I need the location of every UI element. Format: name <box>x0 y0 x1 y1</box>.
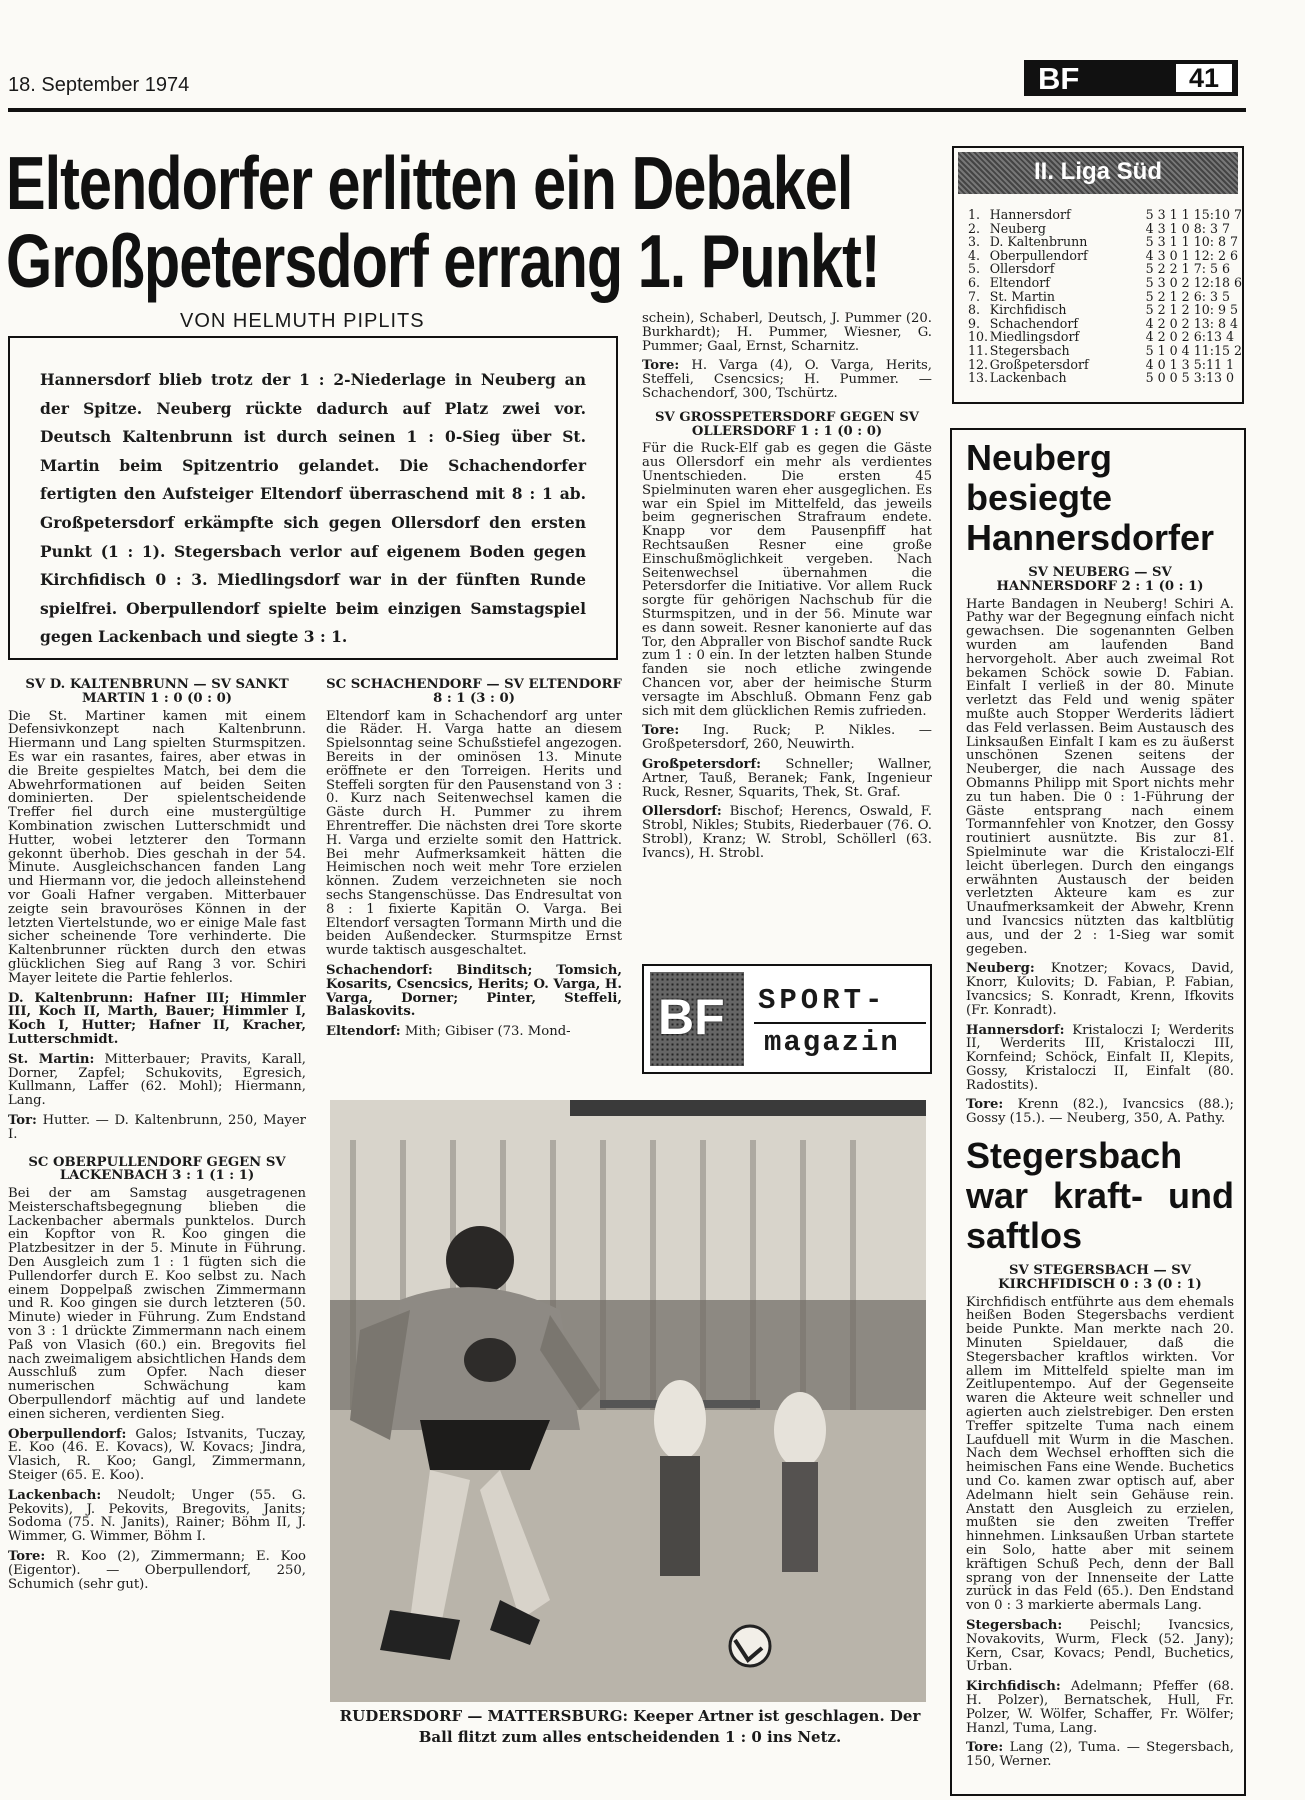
team-lineup: D. Kaltenbrunn: Hafner III; Himmler III, Koch II, Marth, Bauer; Himmler I, Koch I, Hutter; Hafner II, Kracher, Lutterschmidt. <box>8 990 306 1047</box>
league-stats-cell: 4 3 1 0 8: 3 7 <box>1145 220 1230 236</box>
league-table-title: II. Liga Süd <box>1034 158 1163 185</box>
main-headline-line1: Eltendorfer erlitten ein Debakel <box>6 141 853 225</box>
goals-line: Tor: Hutter. — D. Kaltenbrunn, 250, Mayer I. <box>8 1112 306 1142</box>
league-team-cell: Kirchfidisch <box>989 302 1067 318</box>
league-table <box>968 208 1242 385</box>
goals-line: Tore: Lang (2), Tuma. — Stegersbach, 150, Werner. <box>966 1740 1234 1770</box>
team-lineup: Lackenbach: Neudolt; Unger (55. G. Pekovits), J. Pekovits, Bregovits, Janits; Sodoma (75. N. Janits), Rainer; Böhm II, J. Wimmer, G. Wimmer, Böhm I. <box>8 1487 306 1545</box>
sport-magazin-ad <box>642 964 932 1074</box>
main-headline-line2: Großpetersdorf errang 1. Punkt! <box>6 219 880 303</box>
league-team-cell: Miedlingsdorf <box>989 329 1080 345</box>
league-table-row <box>968 235 1242 249</box>
team-lineup: Eltendorf: Mith; Gibiser (73. Mond- <box>326 1024 571 1040</box>
issue-date: 18. September 1974 <box>8 74 190 96</box>
league-team-cell: Großpetersdorf <box>989 356 1089 372</box>
league-table-row <box>968 276 1242 290</box>
league-stats-cell: 5 1 0 4 11:15 2 <box>1145 342 1242 358</box>
intro-text: Hannersdorf blieb trotz der 1 : 2-Niederlage in Neuberg an der Spitze. Neuberg rückte dadurch auf Platz zwei vor. Deutsch Kaltenbrunn ist durch seinen 1 : 0-Sieg über St. Martin beim Spitzentrio gelandet. Die Schachendorfer fertigten den Aufsteiger Eltendorf überraschend mit 8 : 1 ab. Großpetersdorf erkämpfte sich gegen Ollersdorf den ersten Punkt (1 : 1). Stegersbach verlor auf eigenem Boden gegen Kirchfidisch 0 : 3. Miedlingsdorf war in der fünften Runde spielfrei. Oberpullendorf spielte beim einzigen Samstagspiel gegen Lackenbach und siegte 3 : 1. <box>40 370 586 647</box>
team-lineup: St. Martin: Mitterbauer; Pravits, Karall, Dorner, Zapfel; Schukovits, Egresich, Kullmann, Laffer (62. Mohl); Hiermann, Lang. <box>8 1051 306 1109</box>
league-rank-cell: 5. <box>968 261 981 277</box>
article-headline: Stegersbach war kraft- und saftlos <box>966 1135 1234 1257</box>
column-2 <box>326 672 622 1092</box>
right-column <box>966 438 1234 1788</box>
league-stats-cell: 5 0 0 5 3:13 0 <box>1145 370 1234 386</box>
league-rank-cell: 4. <box>968 247 981 263</box>
league-rank-cell: 1. <box>968 207 981 222</box>
league-table-title-bar <box>958 152 1238 194</box>
league-rank-cell: 13. <box>968 370 989 386</box>
team-lineup: Großpetersdorf: Schneller; Wallner, Artner, Tauß, Beranek; Fank, Ingenieur Ruck, Resner, Squarits, Thek, St. Graf. <box>642 756 932 800</box>
column-1 <box>8 672 306 1792</box>
match-photo <box>330 1100 926 1702</box>
league-table-row <box>968 303 1242 317</box>
league-table-row <box>968 330 1242 344</box>
article-body: schein), Schaberl, Deutsch, J. Pummer (20. Burkhardt); H. Pummer, Wiesner, G. Pummer; Gaal, Ernst, Scharnitz. <box>642 312 932 354</box>
league-team-cell: St. Martin <box>989 288 1056 304</box>
league-table-row <box>968 358 1242 372</box>
league-stats-cell: 4 2 0 2 13: 8 4 <box>1145 315 1238 331</box>
article-heading: SV NEUBERG — SV HANNERSDORF 2 : 1 (0 : 1) <box>996 565 1204 594</box>
article-body: Für die Ruck-Elf gab es gegen die Gäste aus Ollersdorf ein mehr als verdientes Unentschieden. Die ersten 45 Spielminuten waren eher ausgeglichen. Es war ein Spiel im Mittelfeld, das jeweils beim gegnerischen Strafraum endete. Knapp vor dem Pausenpfiff hat Rechtsaußen Resner eine große Einschußmöglichkeit vergeben. Nach Seitenwechsel übernahmen die Petersdorfer die Initiative. Vor allem Ruck sorgte für gehörigen Nachschub für die Sturmspitzen, und in der 56. Minute war es dann soweit. Resner kanonierte auf das Tor, den Abpraller von Bischof sandte Ruck zum 1 : 0 ein. In der letzten halben Stunde fanden sie noch etliche zwingende Chancen vor, aber der heimische Sturm versagte im Abschluß. Obmann Fenz gab sich mit dem glücklichen Remis zufrieden. <box>642 441 932 719</box>
goals-line: Tore: Krenn (82.), Ivancsics (88.); Gossy (15.). — Neuberg, 350, A. Pathy. <box>966 1097 1234 1127</box>
article-body: Bei der am Samstag ausgetragenen Meisterschaftsbegegnung blieben die Lackenbacher abermals punktelos. Durch ein Kopftor von R. Koo gingen die Platzbesitzer in der 5. Minute in Führung. Den Ausgleich zum 1 : 1 fügten sich die Pullendorfer durch E. Koo selbst zu. Nach einem Doppelpaß zwischen Zimmermann und R. Koo gingen sie durch letzteren (50. Minute) wieder in Führung. Zum Endstand von 3 : 1 drückte Zimmermann nach einem Paß von Vlasich (60.) ein. Bregovits fiel nach zweimaligem absichtlichen Hands dem Ausschluß zum Opfer. Nach dieser numerischen Schwächung kam Oberpullendorf mächtig auf und landete einen sicheren, verdienten Sieg. <box>8 1186 306 1422</box>
league-stats-cell: 5 2 2 1 7: 5 6 <box>1145 261 1230 277</box>
article-body: Harte Bandagen in Neuberg! Schiri A. Pathy war der Begegnung einfach nicht gewachsen. Die sogenannten Gelben wurden am laufenden Band hervorgeholt. Aber auch zweimal Rot bekamen Schöck sowie D. Fabian. Einfalt I verließ in der 80. Minute verletzt das Feld und wenig später mußte auch Stopper Werderits lädiert das Feld verlassen. Beim Austausch des Linksaußen Einfalt I kam es zu äußerst unschönen Szenen seitens der Neuberger, die nach Aussage des Obmanns Philipp mit Sport nichts mehr zu tun haben. Die 0 : 1-Führung der Gäste entsprang nach einem Tormannfehler von Knotzer, den Gossy routiniert ausnützte. Bis zur 81. Spielminute war die Kristaloczi-Elf leicht überlegen. Durch den eingangs erwähnten Austausch der beiden verletzten Akteure kam es zur Unaufmerksamkeit der Abwehr, Krenn und Ivancsics nützten das kaltblütig aus, und der 2 : 1-Sieg war somit gegeben. <box>966 596 1234 957</box>
league-team-cell: Stegersbach <box>989 342 1070 358</box>
team-lineup: Kirchfidisch: Adelmann; Pfeffer (68. H. Polzer), Bernatschek, Hull, Fr. Polzer, W. Wölfer, Schaffer, Fr. Wölfer; Hanzl, Tuma, Lang. <box>966 1679 1234 1736</box>
league-team-cell: Neuberg <box>989 220 1046 236</box>
brand-logo: BF <box>1038 61 1080 96</box>
article-body: Kirchfidisch entführte aus dem ehemals heißen Boden Stegersbachs verdient beide Punkte. Man merkte nach 20. Minuten Spieldauer, daß die Stegersbacher kraftlos wirkten. Vor allem im Mittelfeld spielte man im Zeitlupentempo. Auf der Gegenseite waren die Akteure weit schneller und agierten auch zielstrebiger. Den ersten Treffer spitzelte Tuma nach einem Laufduell mit Wurm in die Maschen. Nach dem Wechsel erhofften sich die heimischen Fans eine Wende. Buchetics und Co. kamen zwar optisch auf, aber Adelmann hielt sein Gehäuse rein. Anstatt den Ausgleich zu erzielen, mußten sie den zweiten Treffer hinnehmen. Linksaußen Urban startete ein Solo, hatte aber mit seinem kräftigen Schuß Pech, denn der Ball sprang von der Innenseite der Latte zurück in das Feld (65.). Den Endstand von 0 : 3 markierte abermals Lang. <box>966 1294 1234 1614</box>
football-scene-illustration <box>330 1100 926 1702</box>
article-body: Eltendorf kam in Schachendorf arg unter die Räder. H. Varga hatte an diesem Spielsonntag seine Schußstiefel angezogen. Bereits in der ominösen 13. Minute eröffnete er den Torreigen. Herits und Steffeli sorgten für den Pausenstand von 3 : 0. Kurz nach Seitenwechsel kamen die Gäste durch H. Pummer zu ihrem Ehrentreffer. Die nächsten drei Tore skorte H. Varga und erzielte somit den Hattrick. Bei mehr Aufmerksamkeit hätten die Heimischen noch weit mehr Tore erzielen können. Zudem verzeichneten sie noch sechs Stangenschüsse. Das Endresultat von 8 : 1 fixierte Kapitän O. Varga. Bei Eltendorf versagten Tormann Mirth und die beiden Außendecker. Sturmspitze Ernst wurde taktisch ausgeschaltet. <box>326 708 622 959</box>
league-stats-cell: 4 0 1 3 5:11 1 <box>1145 356 1234 372</box>
header-rule <box>8 108 1246 112</box>
league-rank-cell: 11. <box>968 342 989 358</box>
league-team-cell: Schachendorf <box>989 315 1079 331</box>
league-stats-cell: 4 3 0 1 12: 2 6 <box>1145 247 1238 263</box>
goals-line: Tore: H. Varga (4), O. Varga, Herits, Steffeli, Csencsics; H. Pummer. — Schachendorf, 300, Tschürtz. <box>642 358 932 401</box>
league-stats-cell: 5 3 0 2 12:18 6 <box>1145 274 1242 290</box>
league-table-row <box>968 290 1242 304</box>
league-table-row <box>968 344 1242 358</box>
league-table-row <box>968 249 1242 263</box>
article-body: Die St. Martiner kamen mit einem Defensivkonzept nach Kaltenbrunn. Hiermann und Lang spielten Sturmspitzen. Es war ein rasantes, faires, aber etwas in die Breite gespieltes Match, bei dem die Abwehrformationen auf beiden Seiten dominierten. Der spielentscheidende Treffer fiel durch eine mustergültige Kombination zwischen Lutterschmidt und Hutter, wobei letzterer den Tormann gekonnt überhob. Dies geschah in der 54. Minute. Ausgleichschancen fanden Lang und Hiermann vor, die jedoch alleinstehend vor Goali Hafner vergaben. Mitterbauer zeigte sein bravouröses Können in der letzten Viertelstunde, wo er einige Male fast sicher scheinende Tore verhinderte. Die Kaltenbrunner rückten durch den etwas glücklichen Sieg auf Rang 3 vor. Schiri Mayer leitete die Partie fehlerlos. <box>8 708 306 986</box>
league-stats-cell: 4 2 0 2 6:13 4 <box>1145 329 1234 345</box>
article-heading: SV GROSSPETERSDORF GEGEN SV OLLERSDORF 1 : 1 (0 : 0) <box>655 409 919 439</box>
article-headline: Neuberg besiegte Hannersdorfer <box>966 438 1215 558</box>
league-team-cell: Lackenbach <box>989 370 1067 386</box>
league-table-row <box>968 222 1242 236</box>
league-team-cell: Ollersdorf <box>989 261 1055 277</box>
page-number: 41 <box>1176 64 1232 92</box>
team-lineup: Hannersdorf: Kristaloczi I; Werderits II, Werderits III, Kristaloczi III, Kornfeind; Schöck, Einfalt II, Klepits, Gossy, Kristaloczi II, Einfalt (80. Radostits). <box>966 1022 1234 1093</box>
league-table-box <box>952 146 1244 404</box>
article-heading: SC SCHACHENDORF — SV ELTENDORF 8 : 1 (3 : 0) <box>326 677 622 706</box>
goals-line: Tore: R. Koo (2), Zimmermann; E. Koo (Eigentor). — Oberpullendorf, 250, Schumich (sehr gut). <box>8 1549 306 1592</box>
league-team-cell: D. Kaltenbrunn <box>989 234 1088 250</box>
league-table-row <box>968 317 1242 331</box>
league-team-cell: Hannersdorf <box>989 207 1071 222</box>
league-table-row <box>968 208 1242 222</box>
photo-caption: RUDERSDORF — MATTERSBURG: Keeper Artner ist geschlagen. Der Ball flitzt zum alles entscheidenden 1 : 0 ins Netz. <box>339 1707 921 1746</box>
league-rank-cell: 3. <box>968 234 981 250</box>
league-rank-cell: 6. <box>968 274 981 290</box>
league-stats-cell: 5 3 1 1 15:10 7 <box>1145 207 1242 222</box>
column-3 <box>642 312 932 952</box>
league-rank-cell: 2. <box>968 220 981 236</box>
page-header-badge <box>1024 60 1238 96</box>
league-stats-cell: 5 3 1 1 10: 8 7 <box>1145 234 1238 250</box>
article-heading: SC OBERPULLENDORF GEGEN SV LACKENBACH 3 : 1 (1 : 1) <box>28 1154 286 1184</box>
team-lineup: Stegersbach: Peischl; Ivancsics, Novakovits, Wurm, Fleck (52. Jany); Kern, Csar, Kovacs; Pendl, Buchetics, Urban. <box>966 1618 1234 1675</box>
league-rank-cell: 7. <box>968 288 981 304</box>
article-heading: SV D. KALTENBRUNN — SV SANKT MARTIN 1 : 0 (0 : 0) <box>25 677 289 706</box>
league-rank-cell: 9. <box>968 315 981 331</box>
goals-line: Tore: Ing. Ruck; P. Nikles. — Großpetersdorf, 260, Neuwirth. <box>642 723 932 753</box>
league-rank-cell: 8. <box>968 302 981 318</box>
league-table-row <box>968 371 1242 385</box>
byline: VON HELMUTH PIPLITS <box>180 310 425 332</box>
article-heading: SV STEGERSBACH — SV KIRCHFIDISCH 0 : 3 (0 : 1) <box>998 1263 1202 1292</box>
ad-title-line1: SPORT- <box>758 984 887 1017</box>
team-lineup: Neuberg: Knotzer; Kovacs, David, Knorr, Kulovits; D. Fabian, P. Fabian, Ivancsics; S. Konradt, Krenn, Ifkovits (Fr. Konradt). <box>966 961 1234 1018</box>
team-lineup: Oberpullendorf: Galos; Istvanits, Tuczay, E. Koo (46. E. Kovacs), W. Kovacs; Jindra, Vlasich, R. Koo; Gangl, Zimmermann, Steiger (65. E. Koo). <box>8 1426 306 1484</box>
league-rank-cell: 12. <box>968 356 989 372</box>
league-team-cell: Eltendorf <box>989 274 1050 290</box>
team-lineup: Schachendorf: Binditsch; Tomsich, Kosarits, Csencsics, Herits; O. Varga, H. Varga, Dorner; Pinter, Steffeli, Balaskovits. <box>326 962 622 1020</box>
league-rank-cell: 10. <box>968 329 989 345</box>
ad-title-line2: magazin <box>764 1026 900 1059</box>
ad-divider <box>754 1022 926 1024</box>
team-lineup: Ollersdorf: Bischof; Herencs, Oswald, F. Strobl, Nikles; Stubits, Riederbauer (76. O. Strobl), Kranz; W. Strobl, Schöllerl (63. Ivancs), H. Strobl. <box>642 804 932 861</box>
ad-logo: BF <box>658 989 725 1045</box>
league-table-row <box>968 262 1242 276</box>
intro-box <box>8 336 618 660</box>
league-stats-cell: 5 2 1 2 10: 9 5 <box>1145 302 1238 318</box>
league-stats-cell: 5 2 1 2 6: 3 5 <box>1145 288 1230 304</box>
league-team-cell: Oberpullendorf <box>989 247 1088 263</box>
